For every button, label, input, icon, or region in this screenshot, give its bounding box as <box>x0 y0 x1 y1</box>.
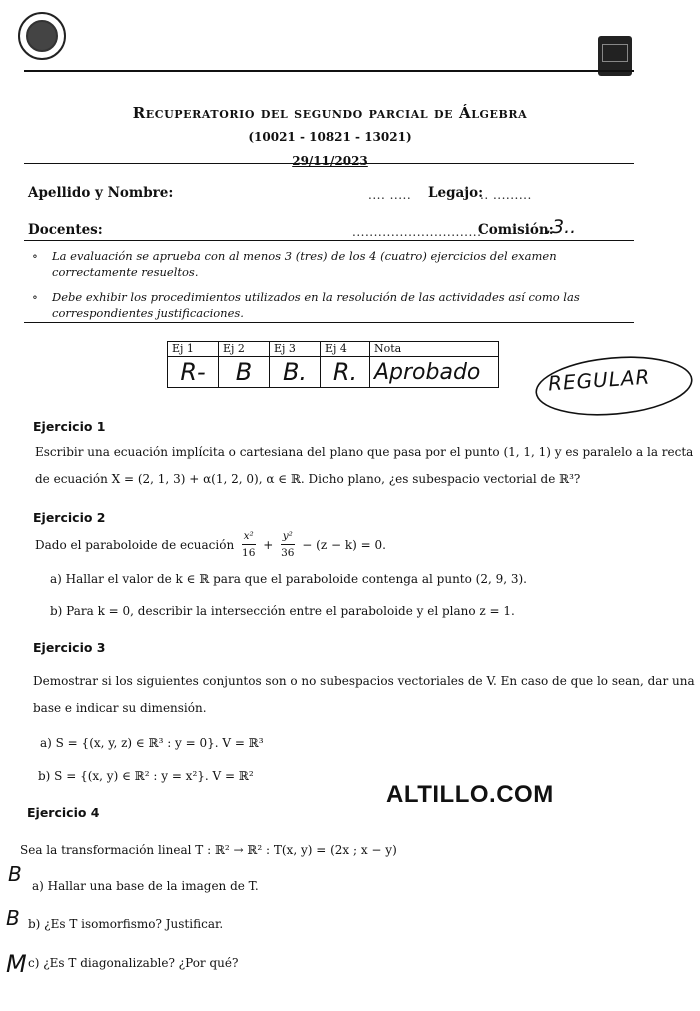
fraction: $\frac{\text{y²}}{36}$ <box>281 530 295 559</box>
exercise-1-line-2: de ecuación X = (2, 1, 3) + α(1, 2, 0), α ∈ ℝ. Dicho plano, ¿es subespacio vectorial de ℝ³? <box>35 472 581 486</box>
header-rule <box>24 70 634 72</box>
exercise-3-title: Ejercicio 3 <box>33 640 106 655</box>
regular-side-note: REGULAR <box>547 364 652 396</box>
exam-title: Recuperatorio del segundo parcial de Álgebra <box>132 104 528 122</box>
name-dots: .... ..... <box>368 188 412 202</box>
exercise-4-a: a) Hallar una base de la imagen de T. <box>32 879 259 893</box>
margin-mark-b: B <box>6 906 20 930</box>
exercise-3-line-1: Demostrar si los siguientes conjuntos son o no subespacios vectoriales de V. En caso de que lo sean, dar una <box>33 674 695 688</box>
exercise-2-b: b) Para k = 0, describir la intersección entre el paraboloide y el plano z = 1. <box>50 604 515 618</box>
exercise-2-title: Ejercicio 2 <box>33 510 106 525</box>
form-rule <box>24 240 634 241</box>
comision-label: Comisión: <box>478 222 554 238</box>
margin-mark-a: B <box>8 862 22 886</box>
altillo-watermark: ALTILLO.COM <box>386 781 554 808</box>
notes-rule <box>24 322 634 323</box>
fraction: $\frac{\text{x²}}{16}$ <box>242 530 256 559</box>
exercise-4-intro: Sea la transformación lineal T : ℝ² → ℝ² : T(x, y) = (2x ; x − y) <box>20 843 397 857</box>
exam-date: 29/11/2023 <box>292 154 368 168</box>
grade-header: Ej 2 <box>219 342 270 357</box>
docentes-dots: .............................. <box>352 225 482 239</box>
exercise-4-b: b) ¿Es T isomorfismo? Justificar. <box>28 917 224 931</box>
grade-header: Ej 1 <box>168 342 219 357</box>
bullet-icon: ∘ <box>32 290 38 304</box>
exercise-3-a: a) S = {(x, y, z) ∈ ℝ³ : y = 0}. V = ℝ³ <box>40 736 264 750</box>
exercise-4-c: c) ¿Es T diagonalizable? ¿Por qué? <box>28 956 239 970</box>
grade-value: R- <box>168 357 219 388</box>
note-1: La evaluación se aprueba con al menos 3 (tres) de los 4 (cuatro) ejercicios del examen correctamente resueltos. <box>52 249 557 279</box>
note-2: Debe exhibir los procedimientos utilizados en la resolución de las actividades así como las correspondientes justificaciones. <box>52 290 580 320</box>
margin-mark-c: M <box>6 950 27 978</box>
exercise-2-tail: − (z − k) = 0. <box>302 537 386 552</box>
grade-header: Ej 3 <box>270 342 321 357</box>
grade-value: B. <box>270 357 321 388</box>
exercise-2-intro: Dado el paraboloide de ecuación <box>35 537 235 552</box>
grade-header: Ej 4 <box>321 342 370 357</box>
exercise-4-title: Ejercicio 4 <box>27 805 100 820</box>
final-grade: Aprobado <box>370 357 499 388</box>
handwritten-oval <box>532 350 696 420</box>
exercise-2-a: a) Hallar el valor de k ∈ ℝ para que el paraboloide contenga al punto (2, 9, 3). <box>50 572 527 586</box>
course-codes: (10021 - 10821 - 13021) <box>248 130 412 144</box>
exercise-1-title: Ejercicio 1 <box>33 419 106 434</box>
name-label: Apellido y Nombre: <box>28 185 174 201</box>
title-rule <box>24 163 634 164</box>
exercise-3-b: b) S = {(x, y) ∈ ℝ² : y = x²}. V = ℝ² <box>38 769 254 783</box>
exercise-1-line-1: Escribir una ecuación implícita o cartesiana del plano que pasa por el punto (1, 1, 1) y es paralelo a la recta <box>35 445 694 459</box>
legajo-value: .. ......... <box>480 188 532 202</box>
legajo-label: Legajo: <box>428 185 484 201</box>
grades-table <box>167 341 499 388</box>
university-seal-logo <box>18 12 66 60</box>
comision-value: .3.. <box>546 216 577 238</box>
grade-header: Nota <box>370 342 499 357</box>
grade-value: B <box>219 357 270 388</box>
docentes-label: Docentes: <box>28 222 103 238</box>
grade-value: R. <box>321 357 370 388</box>
exercise-2-equation: Dado el paraboloide de ecuación $\frac{\text{x²}}{16}$ + $\frac{\text{y²}}{36}$ − (z − k) = 0. <box>35 530 386 559</box>
bullet-icon: ∘ <box>32 249 38 263</box>
exercise-3-line-2: base e indicar su dimensión. <box>33 701 207 715</box>
